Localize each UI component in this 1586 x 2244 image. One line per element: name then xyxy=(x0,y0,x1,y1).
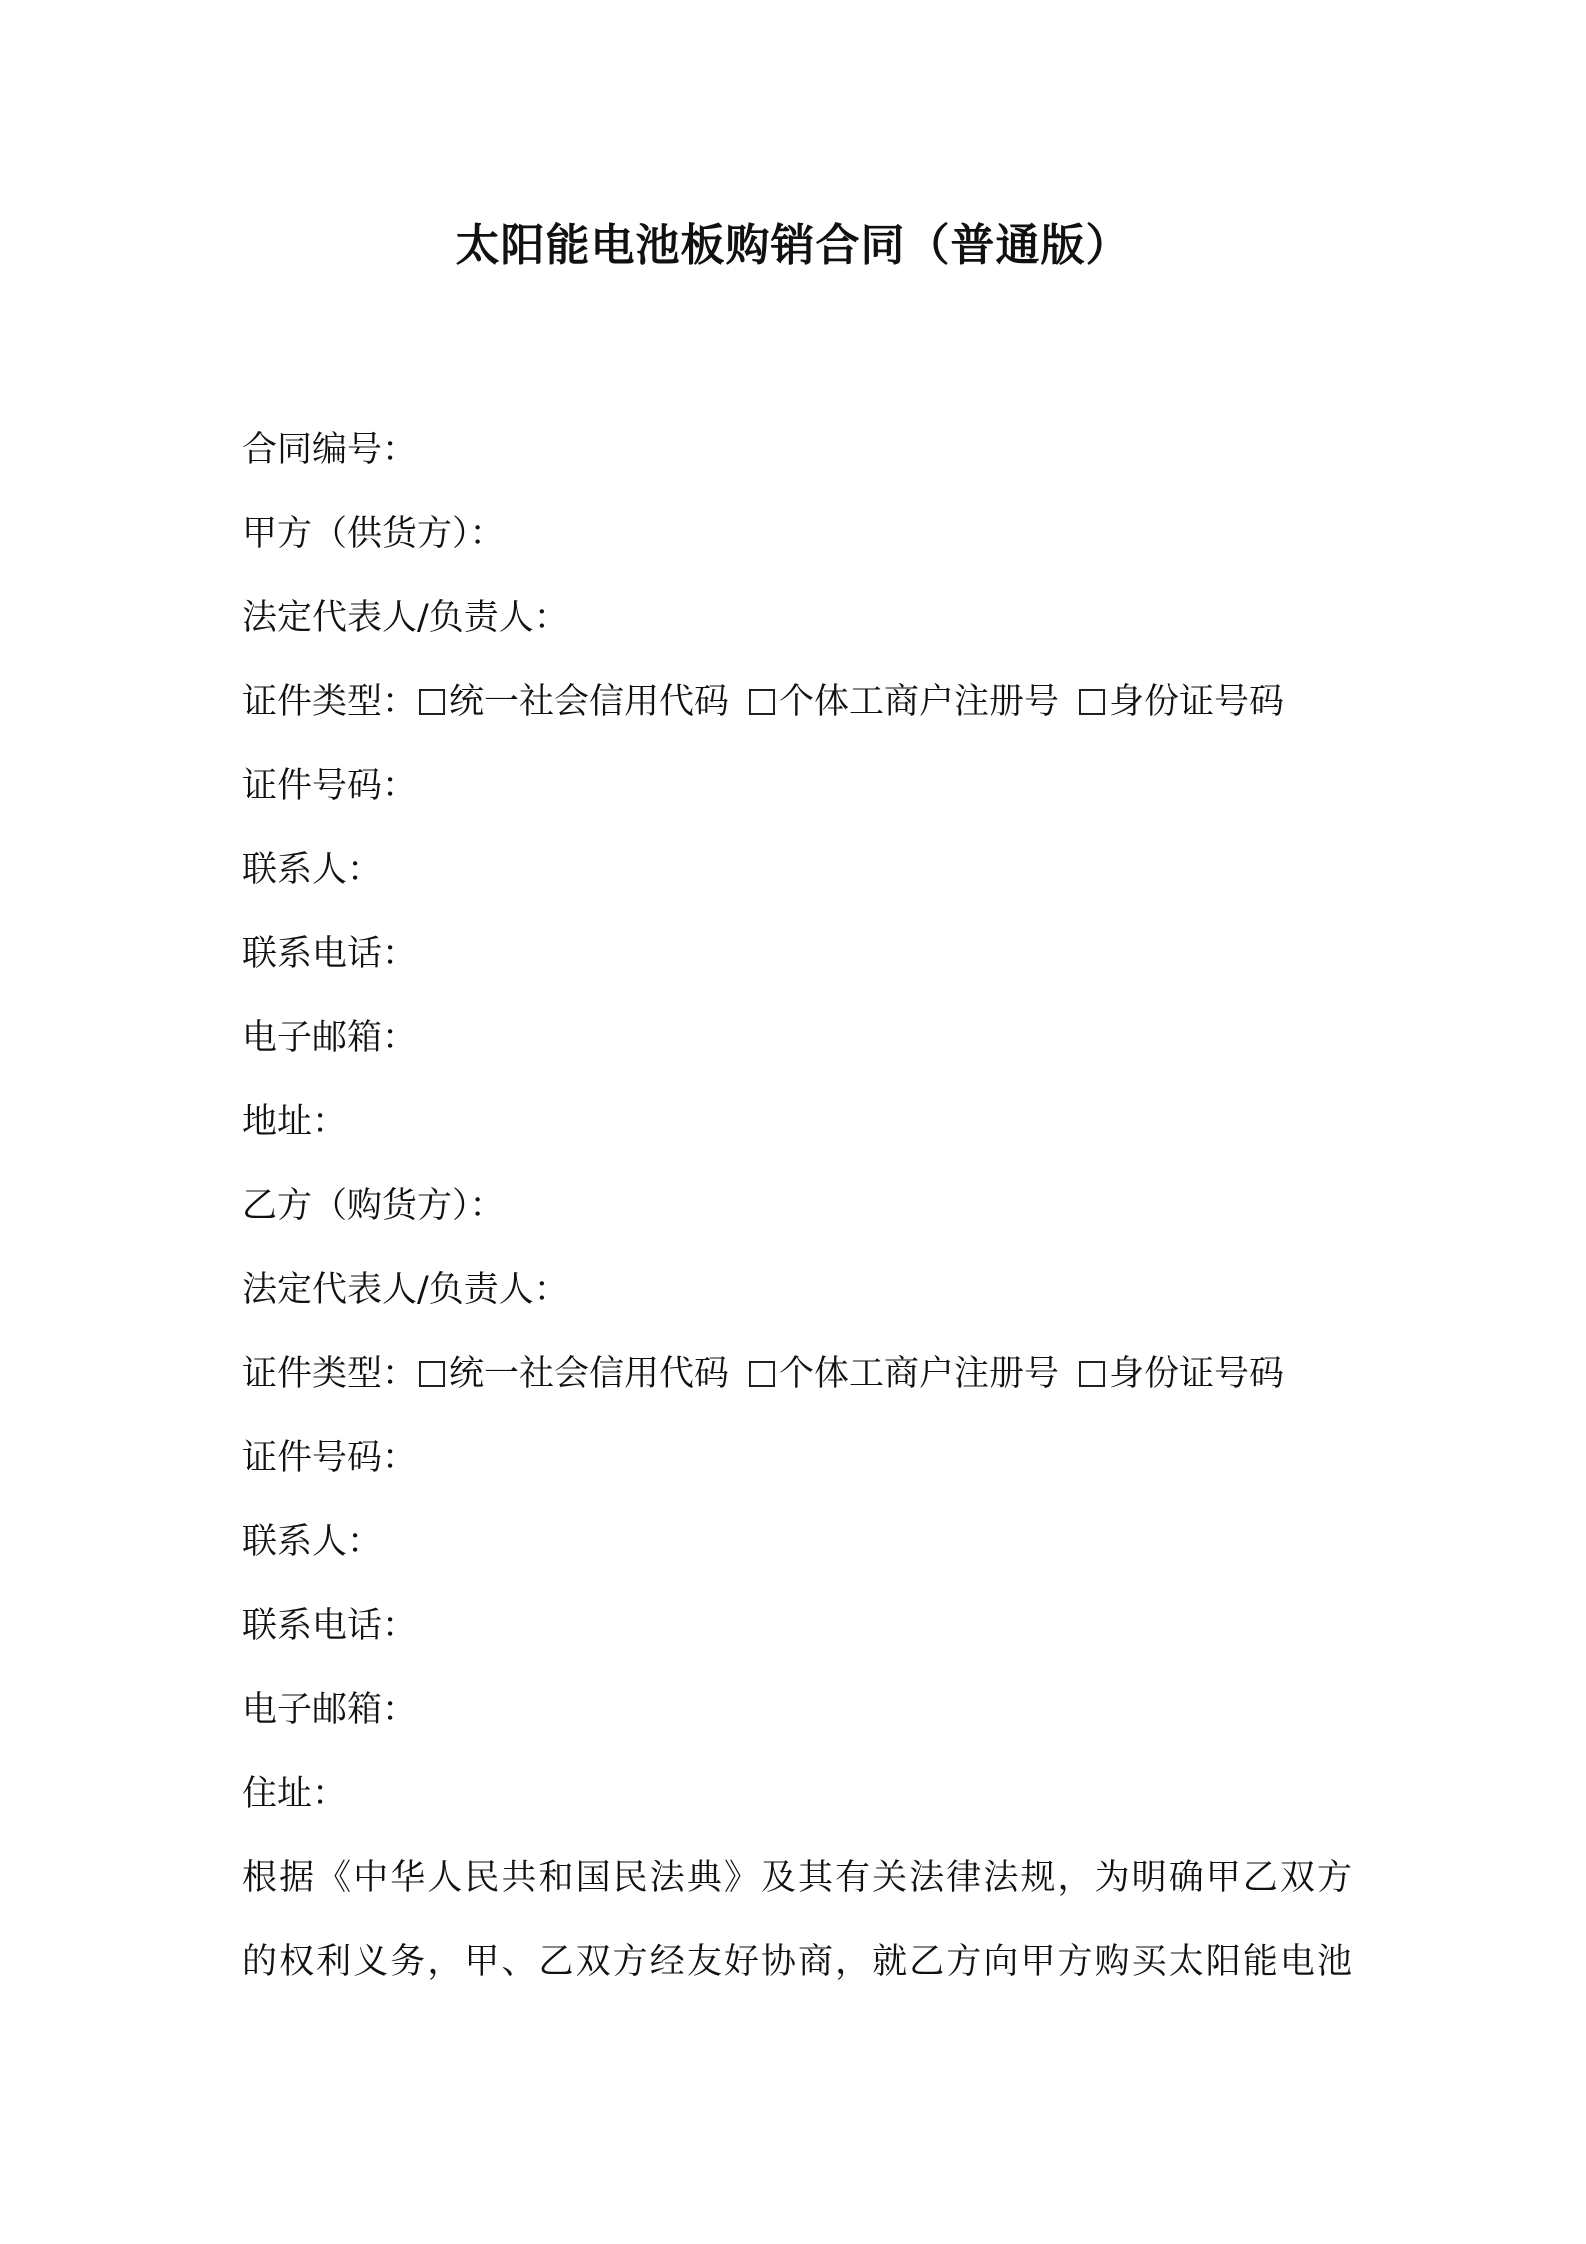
party-a-address-field: 地址： xyxy=(242,1102,348,1142)
option-label: 身份证号码 xyxy=(1109,1354,1285,1394)
checkbox-icon[interactable] xyxy=(419,689,445,715)
option-label: 个体工商户注册号 xyxy=(779,1354,1060,1394)
party-a-id-type-options xyxy=(417,682,1284,722)
option-label: 统一社会信用代码 xyxy=(449,1354,730,1394)
contract-number-field: 合同编号： xyxy=(242,430,418,470)
party-b-representative-field: 法定代表人/负责人： xyxy=(242,1270,569,1310)
checkbox-icon[interactable] xyxy=(419,1361,445,1387)
party-b-id-number-field: 证件号码： xyxy=(242,1438,418,1478)
party-a-option-credit-code[interactable] xyxy=(417,682,729,722)
checkbox-icon[interactable] xyxy=(1079,689,1105,715)
checkbox-icon[interactable] xyxy=(749,689,775,715)
option-label: 统一社会信用代码 xyxy=(449,682,730,722)
preamble-line-2: 的权利义务，甲、乙双方经友好协商，就乙方向甲方购买太阳能电池 xyxy=(242,1942,1352,1982)
party-a-email-field: 电子邮箱： xyxy=(242,1018,418,1058)
party-b-field: 乙方（购货方）： xyxy=(242,1186,505,1226)
party-b-option-credit-code[interactable] xyxy=(417,1354,729,1394)
checkbox-icon[interactable] xyxy=(749,1361,775,1387)
party-a-id-type-label: 证件类型： xyxy=(242,682,418,722)
party-a-field: 甲方（供货方）： xyxy=(242,514,505,554)
party-b-option-business-reg[interactable] xyxy=(747,1354,1059,1394)
checkbox-icon[interactable] xyxy=(1079,1361,1105,1387)
party-a-id-number-field: 证件号码： xyxy=(242,766,418,806)
party-b-id-type-options xyxy=(417,1354,1284,1394)
party-a-contact-field: 联系人： xyxy=(242,850,383,890)
party-a-phone-field: 联系电话： xyxy=(242,934,418,974)
option-label: 身份证号码 xyxy=(1109,682,1285,722)
party-b-address-field: 住址： xyxy=(242,1774,348,1814)
party-b-id-type-label: 证件类型： xyxy=(242,1354,418,1394)
party-a-option-business-reg[interactable] xyxy=(747,682,1059,722)
party-b-email-field: 电子邮箱： xyxy=(242,1690,418,1730)
party-b-option-id-card[interactable] xyxy=(1077,1354,1284,1394)
party-a-representative-field: 法定代表人/负责人： xyxy=(242,598,569,638)
party-b-phone-field: 联系电话： xyxy=(242,1606,418,1646)
preamble-line-1: 根据《中华人民共和国民法典》及其有关法律法规，为明确甲乙双方 xyxy=(242,1858,1352,1898)
party-a-option-id-card[interactable] xyxy=(1077,682,1284,722)
option-label: 个体工商户注册号 xyxy=(779,682,1060,722)
document-title: 太阳能电池板购销合同（普通版） xyxy=(455,220,1131,271)
contract-body xyxy=(242,408,1352,2004)
party-b-id-type-row xyxy=(242,1332,1352,1416)
party-a-id-type-row xyxy=(242,660,1352,744)
party-b-contact-field: 联系人： xyxy=(242,1522,383,1562)
